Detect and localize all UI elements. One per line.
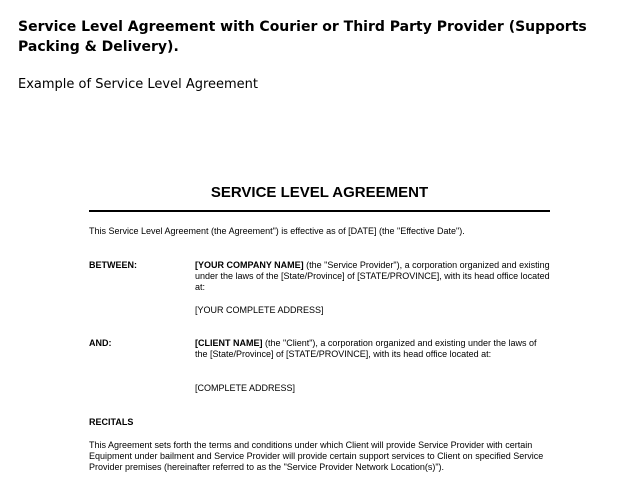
company-description: (the "Service Provider"), a corporation organized and existing under the laws of the [State/Province] of [STATE/PROVINCE], with its head office located at: [195, 260, 550, 292]
company-name: [YOUR COMPANY NAME] [195, 260, 304, 270]
company-address: [YOUR COMPLETE ADDRESS] [195, 305, 324, 315]
between-label: BETWEEN: [89, 260, 137, 270]
page-title: Service Level Agreement with Courier or Third Party Provider (Supports Packing & Delivery). [18, 19, 587, 55]
between-party [195, 260, 550, 293]
client-description: (the "Client"), a corporation organized and existing under the laws of the [State/Province] of [STATE/PROVINCE], with its head office located at: [195, 338, 537, 359]
recitals-heading: RECITALS [89, 417, 134, 427]
page-subtitle: Example of Service Level Agreement [18, 77, 259, 92]
effective-date-line: This Service Level Agreement (the Agreement") is effective as of [DATE] (the "Effective Date"). [89, 226, 465, 236]
client-name: [CLIENT NAME] [195, 338, 263, 348]
document-title: SERVICE LEVEL AGREEMENT [210, 184, 429, 201]
client-address: [COMPLETE ADDRESS] [195, 383, 296, 393]
and-label: AND: [89, 338, 112, 348]
title-rule [89, 210, 550, 212]
agreement-document-preview [89, 184, 550, 472]
recitals-text: This Agreement sets forth the terms and conditions under which Client will provide Service Provider with certain Equipment under bailment and Service Provider will provide certain support services to Client on specified Service Provider premises (hereinafter referred to as the "Service Provider Network Location(s)"). [89, 440, 544, 472]
and-party [195, 338, 550, 360]
